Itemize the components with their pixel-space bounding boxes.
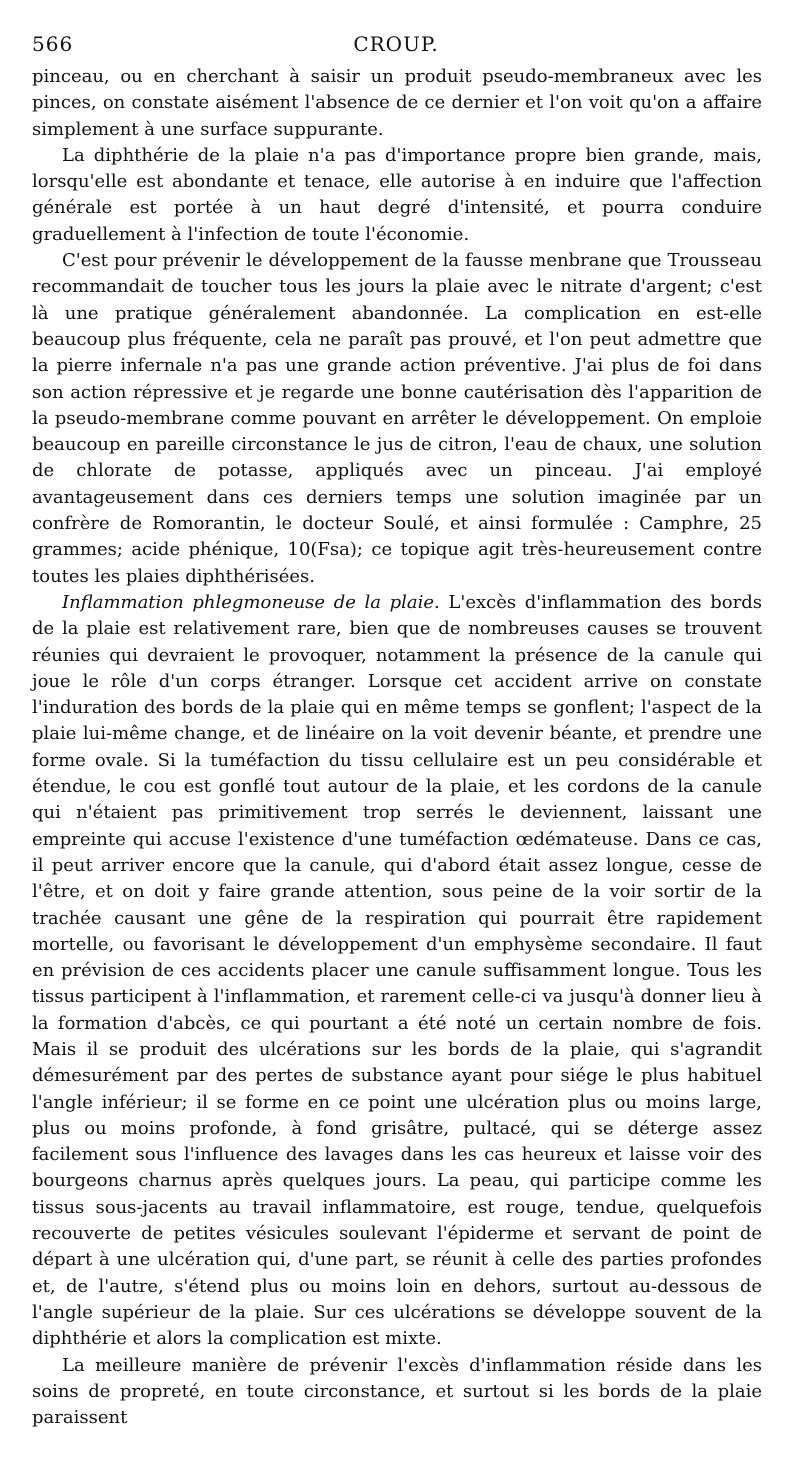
paragraph-text: La diphthérie de la plaie n'a pas d'importance propre bien grande, mais, lorsqu'elle est abondante et tenace, elle autorise à en induire que l'affection générale est portée à un haut degré d'intensité, et pourra conduire graduellement à l'infection de toute l'économie.	[32, 144, 762, 245]
paragraph-inflammation	[32, 590, 762, 1353]
section-lead-heading: Inflammation phlegmoneuse de la plaie.	[62, 591, 440, 613]
paragraph-text: La meilleure manière de prévenir l'excès d'inflammation réside dans les soins de propreté, en toute circonstance, et surtout si les bords de la plaie paraissent	[32, 1354, 762, 1429]
paragraph-prevention-inflammation	[32, 1353, 762, 1432]
running-head: CROUP.	[353, 32, 439, 56]
paragraph-diphtheria	[32, 143, 762, 248]
paragraph-text: C'est pour prévenir le développement de la fausse menbrane que Trousseau recommandait de toucher tous les jours la plaie avec le nitrate d'argent; c'est là une pratique généralement abandonnée. La complication en est-elle beaucoup plus fréquente, cela ne paraît pas prouvé, et l'on peut admettre que la pierre infernale n'a pas une grande action préventive. J'ai plus de foi dans son action répressive et je regarde une bonne cautérisation dès l'apparition de la pseudo-membrane comme pouvant en arrêter le développement. On emploie beaucoup en pareille circonstance le jus de citron, l'eau de chaux, une solution de chlorate de potasse, appliqués avec un pinceau. J'ai employé avantageusement dans ces derniers temps une solution imaginée par un confrère de Romorantin, le docteur Soulé, et ainsi formulée : Camphre, 25 grammes; acide phénique, 10(Fsa); ce topique agit très-heureusement contre toutes les plaies diphthérisées.	[32, 250, 762, 587]
page-number: 566	[32, 32, 74, 56]
paragraph-prevention	[32, 248, 762, 590]
paragraph-text: pinceau, ou en cherchant à saisir un produit pseudo-membraneux avec les pinces, on constate aisément l'absence de ce dernier et l'on voit qu'on a affaire simplement à une surface suppurante.	[32, 66, 762, 140]
paragraph-continued	[32, 64, 762, 143]
body-text	[32, 64, 762, 1431]
paragraph-text: L'excès d'inflammation des bords de la plaie est relativement rare, bien que de nombreuses causes se trouvent réunies qui devraient le provoquer, notamment la présence de la canule qui joue le rôle d'un corps étranger. Lorsque cet accident arrive on constate l'induration des bords de la plaie qui en même temps se gonflent; l'aspect de la plaie lui-même change, et de linéaire on la voit devenir béante, et prendre une forme ovale. Si la tuméfaction du tissu cellulaire est un peu considérable et étendue, le cou est gonflé tout autour de la plaie, et les cordons de la canule qui n'étaient pas primitivement trop serrés le deviennent, laissant une empreinte qui accuse l'existence d'une tuméfaction œdémateuse. Dans ce cas, il peut arriver encore que la canule, qui d'abord était assez longue, cesse de l'être, et on doit y faire grande attention, sous peine de la voir sortir de la trachée causant une gêne de la respiration qui pourrait être rapidement mortelle, ou favorisant le développement d'un emphysème secondaire. Il faut en prévision de ces accidents placer une canule suffisamment longue. Tous les tissus participent à l'inflammation, et rarement celle-ci va jusqu'à donner lieu à la formation d'abcès, ce qui pourtant a été noté un certain nombre de fois. Mais il se produit des ulcérations sur les bords de la plaie, qui s'agrandit démesurément par des pertes de substance ayant pour siége le plus habituel l'angle inférieur; il se forme en ce point une ulcération plus ou moins large, plus ou moins profonde, à fond grisâtre, pultacé, qui se déterge assez facilement sous l'influence des lavages dans les cas heureux et laisse voir des bourgeons charnus après quelques jours. La peau, qui participe comme les tissus sous-jacents au travail inflammatoire, est rouge, tendue, quelquefois recouverte de petites vésicules soulevant l'épiderme et servant de point de départ à une ulcération qui, d'une part, se réunit à celle des parties profondes et, de l'autre, s'étend plus ou moins loin en dehors, surtout au-dessous de l'angle supérieur de la plaie. Sur ces ulcérations se développe souvent de la diphthérie et alors la complication est mixte.	[32, 591, 762, 1350]
page-header	[32, 32, 760, 58]
